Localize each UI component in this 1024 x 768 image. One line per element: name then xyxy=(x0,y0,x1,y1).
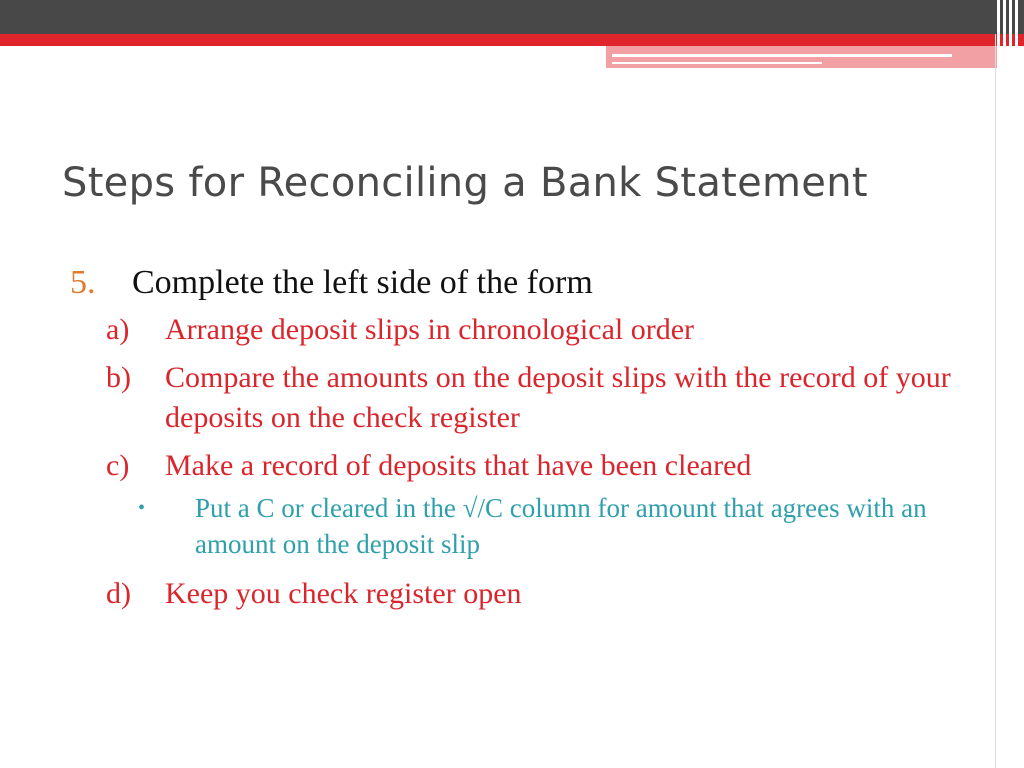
slide-content xyxy=(70,262,990,614)
header-pink-band xyxy=(606,46,1000,68)
list-item-text: Arrange deposit slips in chronological order xyxy=(165,313,695,346)
right-edge-line xyxy=(995,34,996,768)
list-marker: a) xyxy=(106,313,130,346)
list-item-text: Put a C or cleared in the √/C column for amount that agrees with an amount on the deposit slip xyxy=(195,493,927,559)
header-vertical-stripe xyxy=(1003,0,1006,68)
list-item-a xyxy=(70,310,990,350)
list-marker: d) xyxy=(106,577,131,610)
list-item-bullet xyxy=(70,490,990,562)
list-item-main xyxy=(70,262,990,304)
list-item-text: Keep you check register open xyxy=(165,577,522,610)
header-red-band xyxy=(0,34,1024,46)
list-marker: 5. xyxy=(70,264,96,301)
bullet-icon: • xyxy=(138,497,146,519)
list-item-text: Make a record of deposits that have been cleared xyxy=(165,449,752,482)
list-marker: c) xyxy=(106,449,130,482)
list-item-d xyxy=(70,574,990,614)
header-pink-stripe-short xyxy=(612,62,822,64)
list-item-text: Compare the amounts on the deposit slips with the record of your deposits on the check register xyxy=(165,361,951,434)
header-pink-stripe xyxy=(612,54,952,57)
header-dark-bar xyxy=(0,0,1024,34)
header-vertical-stripe xyxy=(997,0,1000,68)
header-vertical-stripe xyxy=(1015,0,1018,68)
list-item-b xyxy=(70,358,990,438)
slide-title: Steps for Reconciling a Bank Statement xyxy=(62,160,868,206)
list-marker: b) xyxy=(106,361,131,394)
list-item-text: Complete the left side of the form xyxy=(132,264,593,301)
list-item-c xyxy=(70,446,990,486)
header-vertical-stripe xyxy=(1009,0,1012,68)
